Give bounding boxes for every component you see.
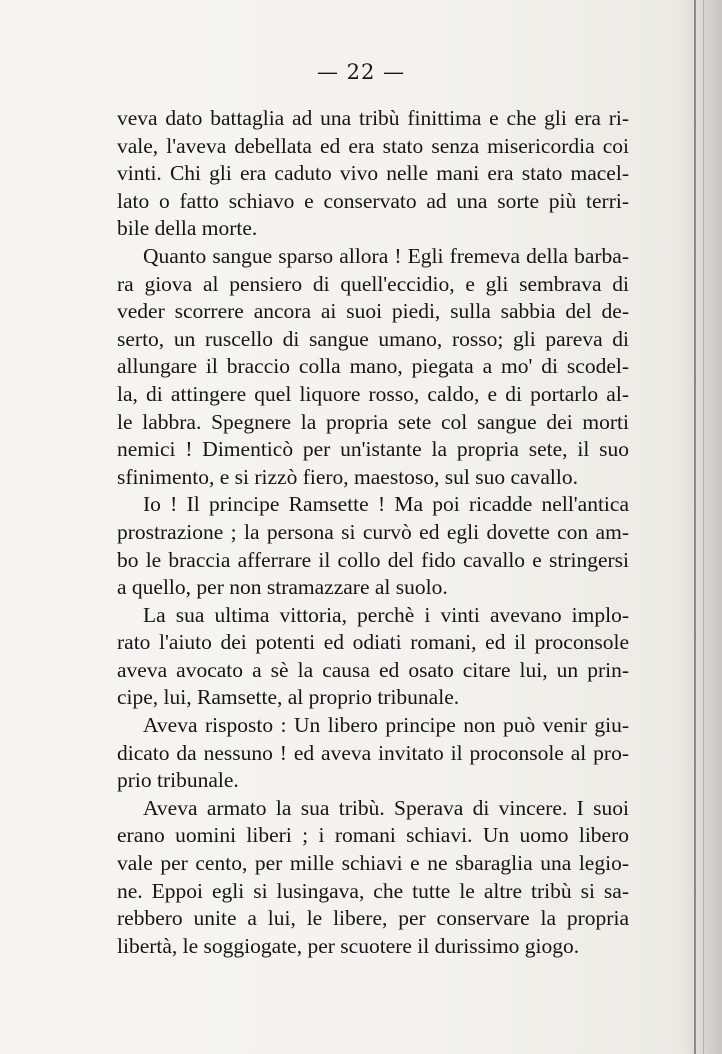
text-line: nemici ! Dimenticò per un'istante la propria sete, il suo xyxy=(117,437,629,462)
text-line: prio tribunale. xyxy=(117,768,239,793)
paragraph xyxy=(117,602,629,712)
text-line: Io ! Il principe Ramsette ! Ma poi ricadde nell'antica xyxy=(143,492,629,517)
text-line: lato o fatto schiavo e conservato ad una sorte più terri- xyxy=(117,188,629,213)
paragraph xyxy=(117,712,629,795)
page-number: — 22 — xyxy=(316,60,406,84)
text-line: aveva avocato a sè la causa ed osato citare lui, un prin- xyxy=(117,657,629,682)
text-line: bo le braccia afferrare il collo del fido cavallo e stringersi xyxy=(117,547,629,572)
text-line: la, di attingere quel liquore rosso, caldo, e di portarlo al- xyxy=(117,381,629,406)
text-line: dicato da nessuno ! ed aveva invitato il proconsole al pro- xyxy=(117,740,629,765)
text-line: serto, un ruscello di sangue umano, rosso; gli pareva di xyxy=(117,326,629,351)
paragraph xyxy=(117,491,629,601)
text-line: ra giova al pensiero di quell'eccidio, e gli sembrava di xyxy=(117,271,629,296)
text-line: rebbero unite a lui, le libere, per conservare la propria xyxy=(117,906,629,931)
text-line: vinti. Chi gli era caduto vivo nelle mani era stato macel- xyxy=(117,161,629,186)
text-line: bile della morte. xyxy=(117,216,258,241)
text-line: cipe, lui, Ramsette, al proprio tribunale. xyxy=(117,685,460,710)
binding-line xyxy=(694,0,696,1054)
binding-line-secondary xyxy=(703,0,704,1054)
text-line: libertà, le soggiogate, per scuotere il durissimo giogo. xyxy=(117,933,580,958)
binding-shadow xyxy=(682,0,722,1054)
text-line: Aveva armato la sua tribù. Sperava di vincere. I suoi xyxy=(143,795,629,820)
text-line: vale, l'aveva debellata ed era stato senza misericordia coi xyxy=(117,133,629,158)
text-line: vale per cento, per mille schiavi e ne sbaraglia una legio- xyxy=(117,851,629,876)
paragraph xyxy=(117,795,629,961)
text-line: sfinimento, e si rizzò fiero, maestoso, sul suo cavallo. xyxy=(117,464,578,489)
text-line: ne. Eppoi egli si lusingava, che tutte le altre tribù si sa- xyxy=(117,878,629,903)
text-line: prostrazione ; la persona si curvò ed egli dovette con am- xyxy=(117,519,629,544)
text-line: veva dato battaglia ad una tribù finittima e che gli era ri- xyxy=(117,106,629,130)
text-line: allungare il braccio colla mano, piegata a mo' di scodel- xyxy=(117,354,629,379)
text-line: Quanto sangue sparso allora ! Egli fremeva della barba- xyxy=(143,243,629,268)
text-line: La sua ultima vittoria, perchè i vinti avevano implo- xyxy=(143,602,629,627)
text-line: veder scorrere ancora ai suoi piedi, sulla sabbia del de- xyxy=(117,299,629,324)
paragraph xyxy=(117,243,629,491)
paragraph xyxy=(117,105,629,243)
text-line: erano uomini liberi ; i romani schiavi. Un uomo libero xyxy=(117,823,629,848)
text-line: le labbra. Spegnere la propria sete col sangue dei morti xyxy=(117,409,629,434)
body-text xyxy=(117,105,629,960)
text-line: Aveva risposto : Un libero principe non può venir giu- xyxy=(143,713,629,738)
text-line: a quello, per non stramazzare al suolo. xyxy=(117,575,448,600)
text-line: rato l'aiuto dei potenti ed odiati romani, ed il proconsole xyxy=(117,630,629,655)
